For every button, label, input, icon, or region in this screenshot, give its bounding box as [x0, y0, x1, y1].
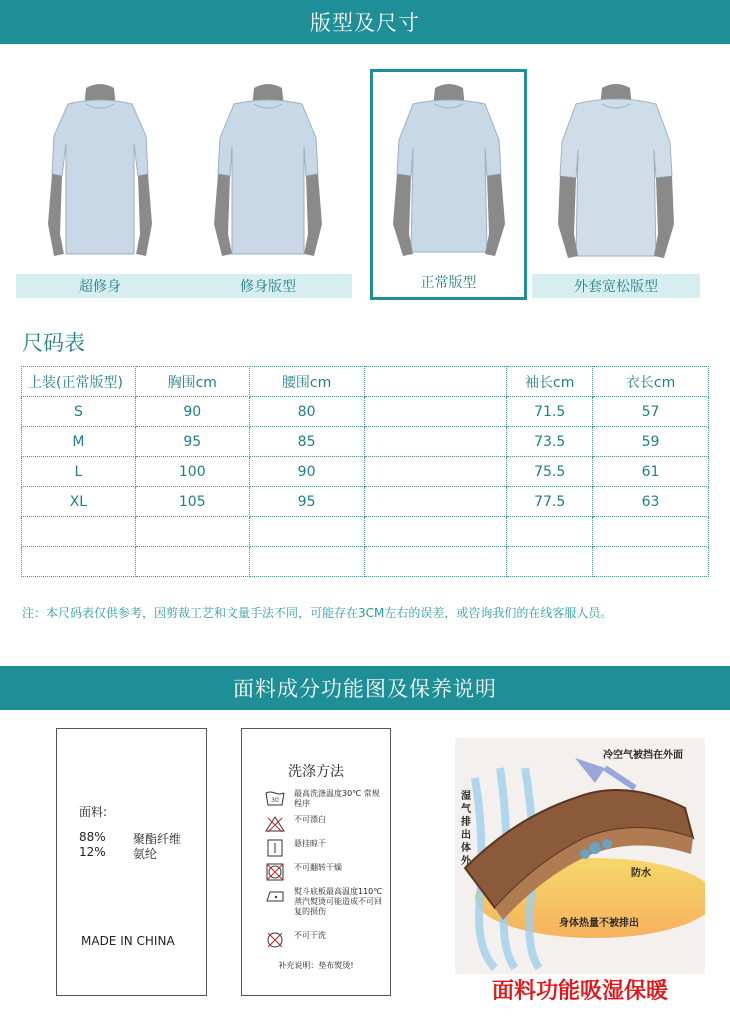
made-in-label: MADE IN CHINA [81, 934, 175, 948]
care-text: 不可漂白 [294, 815, 326, 824]
table-cell [249, 517, 364, 547]
table-cell: 95 [135, 427, 249, 457]
fit-label-ultra-slim: 超修身 [16, 274, 184, 298]
table-cell [249, 547, 364, 577]
care-item [264, 789, 384, 809]
table-cell [364, 517, 507, 547]
table-cell [135, 517, 249, 547]
composition-material-1: 聚酯纤维 [133, 832, 182, 846]
header-garment: 上装(正常版型) [22, 367, 136, 397]
table-cell [364, 427, 507, 457]
care-item [264, 863, 384, 881]
table-row [22, 427, 709, 457]
table-cell: 95 [249, 487, 364, 517]
fabric-caption: 面料功能吸湿保暖 [491, 979, 668, 1004]
table-row [22, 547, 709, 577]
care-item [264, 931, 384, 949]
table-cell [593, 547, 709, 577]
fabric-function-diagram [455, 738, 705, 974]
header-waist: 腰围cm [249, 367, 364, 397]
size-table-header-row [22, 367, 709, 397]
size-chart-note: 注：本尺码表仅供参考，因剪裁工艺和文量手法不同，可能存在3CM左右的误差，或咨询我们的在线客服人员。 [22, 606, 613, 620]
care-text: 熨斗底板最高温度110℃蒸汽熨烫可能造成不可回复的损伤 [294, 887, 383, 916]
table-cell: 75.5 [507, 457, 593, 487]
table-cell: 77.5 [507, 487, 593, 517]
table-cell [22, 517, 136, 547]
body-heat-label: 身体热量不被排出 [559, 918, 639, 929]
hang-dry-icon [264, 839, 286, 857]
waterproof-label: 防水 [631, 868, 651, 879]
loose-shirt-image [546, 74, 686, 274]
table-cell [364, 397, 507, 427]
fabric-care-banner [0, 666, 730, 710]
table-cell: 100 [135, 457, 249, 487]
size-chart-table [21, 366, 709, 577]
table-cell: 63 [593, 487, 709, 517]
table-cell [364, 487, 507, 517]
fit-label-slim: 修身版型 [184, 274, 352, 298]
care-title: 洗涤方法 [288, 764, 344, 780]
table-cell: 57 [593, 397, 709, 427]
table-row [22, 397, 709, 427]
table-cell: 59 [593, 427, 709, 457]
moisture-label: 湿气排出体外 [461, 791, 471, 867]
table-cell: 61 [593, 457, 709, 487]
cold-air-label: 冷空气被挡在外面 [603, 750, 683, 761]
fit-label-loose: 外套宽松版型 [532, 274, 700, 298]
table-cell: 105 [135, 487, 249, 517]
care-text: 悬挂晾干 [294, 839, 326, 848]
table-cell: L [22, 457, 136, 487]
table-cell: 90 [249, 457, 364, 487]
table-cell: 73.5 [507, 427, 593, 457]
table-row [22, 517, 709, 547]
table-cell [593, 517, 709, 547]
composition-tag [56, 728, 207, 996]
slim-shirt-image [198, 74, 338, 274]
fit-size-banner [0, 0, 730, 44]
fit-option-loose[interactable] [532, 62, 700, 298]
care-item [264, 887, 384, 917]
wash-30-icon [264, 789, 286, 807]
fabric-care-title: 面料成分功能图及保养说明 [233, 677, 497, 701]
fit-option-regular[interactable] [370, 69, 527, 300]
composition-material-2: 氨纶 [133, 847, 158, 861]
table-row [22, 487, 709, 517]
care-text: 最高洗涤温度30℃ 常规程序 [294, 789, 380, 808]
composition-percent-1: 88% [79, 830, 106, 844]
header-length: 衣长cm [593, 367, 709, 397]
fit-option-slim[interactable] [184, 62, 352, 298]
table-row [22, 457, 709, 487]
composition-label: 面料: [79, 805, 108, 819]
no-tumble-dry-icon [264, 863, 286, 881]
care-tag [241, 728, 391, 996]
table-cell: 71.5 [507, 397, 593, 427]
no-dry-clean-icon [264, 931, 286, 949]
ultra-slim-shirt-image [30, 74, 170, 274]
care-text: 不可翻转干燥 [294, 863, 342, 872]
fit-label-regular: 正常版型 [375, 270, 522, 294]
header-blank [364, 367, 507, 397]
care-footer: 补充说明：垫布熨烫! [278, 961, 354, 970]
header-sleeve: 袖长cm [507, 367, 593, 397]
care-item [264, 839, 384, 857]
table-cell [22, 547, 136, 577]
care-text: 不可干洗 [294, 931, 326, 940]
table-cell: 85 [249, 427, 364, 457]
table-cell: 90 [135, 397, 249, 427]
iron-low-icon [264, 887, 286, 905]
table-cell [507, 517, 593, 547]
fabric-illustration [455, 738, 705, 974]
composition-percent-2: 12% [79, 845, 106, 859]
care-item [264, 815, 384, 833]
svg-text:30: 30 [271, 797, 279, 804]
no-bleach-icon [264, 815, 286, 833]
table-cell [364, 547, 507, 577]
table-cell [364, 457, 507, 487]
fit-option-ultra-slim[interactable] [16, 62, 184, 298]
table-cell [135, 547, 249, 577]
table-cell: M [22, 427, 136, 457]
header-chest: 胸围cm [135, 367, 249, 397]
table-cell: 80 [249, 397, 364, 427]
table-cell: S [22, 397, 136, 427]
fit-size-title: 版型及尺寸 [310, 11, 420, 35]
table-cell: XL [22, 487, 136, 517]
regular-shirt-image [379, 74, 519, 274]
size-chart-title: 尺码表 [22, 331, 85, 355]
table-cell [507, 547, 593, 577]
